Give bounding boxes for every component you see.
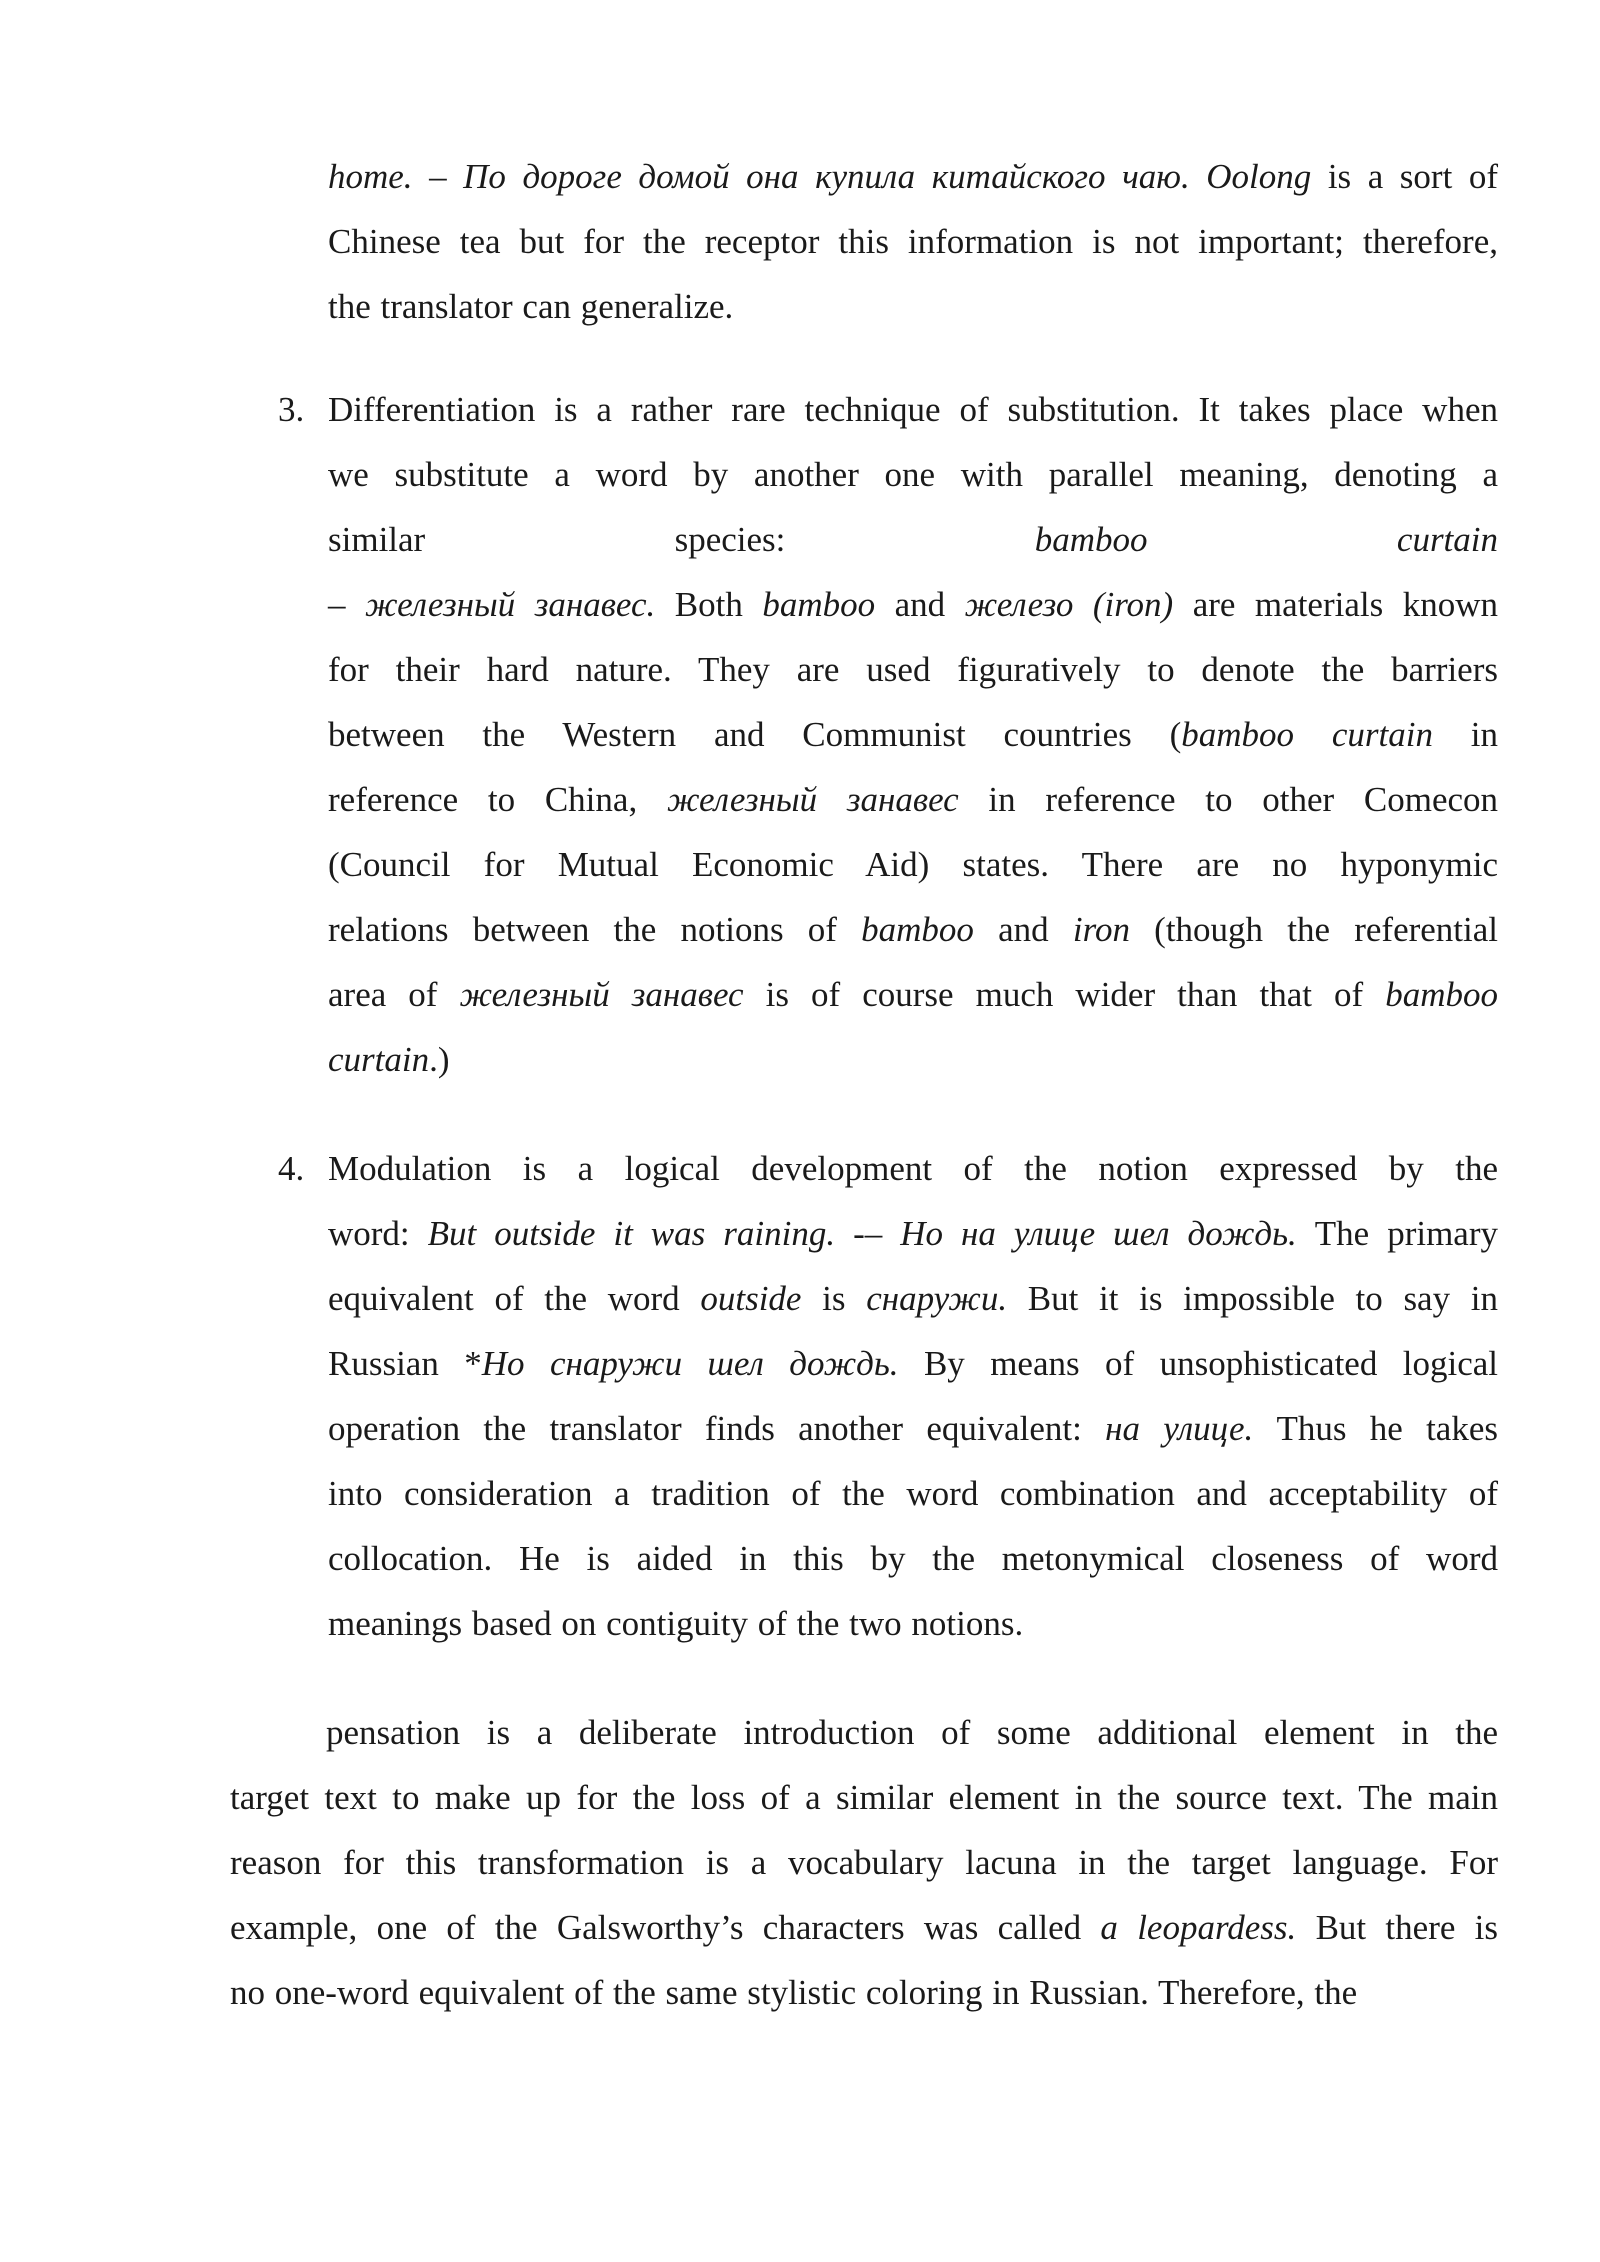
list-number-4: 4.: [278, 1149, 305, 1188]
text-line: [328, 1461, 1498, 1526]
italic-text: железный занавес: [459, 975, 744, 1014]
text-run: is of course much wider than that of: [743, 975, 1386, 1014]
italic-text: But outside it was raining. -– Но на улице шел дождь.: [427, 1214, 1297, 1253]
italic-text: outside: [700, 1279, 802, 1318]
italic-text: a leopardess.: [1100, 1908, 1297, 1947]
text-line: [328, 767, 1498, 832]
text-line: [328, 1526, 1498, 1591]
text-line: [328, 377, 1498, 442]
text-run: By means of unsophisticated logical: [898, 1344, 1498, 1383]
text-run: for their hard nature. They are used figuratively to denote the barriers: [328, 650, 1498, 689]
text-run: (though the referential: [1129, 910, 1498, 949]
text-run: (Council for Mutual Economic Aid) states. There are no hyponymic: [328, 845, 1498, 884]
italic-text: железо (iron): [964, 585, 1174, 624]
text-run: area of: [328, 975, 460, 1014]
text-line: [328, 962, 1498, 1027]
italic-text: bamboo: [762, 585, 876, 624]
text-line: [328, 442, 1498, 507]
italic-text: home. – По дороге домой она купила китайского чаю. Oolong: [328, 157, 1312, 196]
text-run: are materials known: [1173, 585, 1498, 624]
text-run: no one-word equivalent of the same stylistic coloring in Russian. Therefore, the: [230, 1973, 1358, 2012]
text-run: Both: [655, 585, 763, 624]
text-run: in: [1432, 715, 1498, 754]
text-line: [230, 1895, 1498, 1960]
text-run: into consideration a tradition of the word combination and acceptability of: [328, 1474, 1498, 1513]
text-line: [328, 1396, 1498, 1461]
italic-text: iron: [1072, 910, 1130, 949]
text-run: Chinese tea but for the receptor this information is not important; therefore,: [328, 222, 1498, 261]
text-run: Modulation is a logical development of the notion expressed by the: [328, 1149, 1498, 1188]
text-line: [230, 1765, 1498, 1830]
text-run: and: [875, 585, 965, 624]
text-line: [328, 637, 1498, 702]
italic-text: на улице.: [1105, 1409, 1254, 1448]
text-line: [328, 702, 1498, 767]
text-run: Thus he takes: [1253, 1409, 1498, 1448]
text-run: relations between the notions of: [328, 910, 862, 949]
italic-text: bamboo curtain: [1181, 715, 1433, 754]
text-run: pensation is a deliberate introduction of some additional element in the: [326, 1713, 1498, 1752]
text-run: the translator can generalize.: [328, 287, 734, 326]
text-line: [328, 1027, 1498, 1092]
text-run: we substitute a word by another one with parallel meaning, denoting a: [328, 455, 1498, 494]
text-run: example, one of the Galsworthy’s characters was called: [230, 1908, 1101, 1947]
paragraph-compensation: [230, 1700, 1498, 2025]
text-run: collocation. He is aided in this by the metonymical closeness of word: [328, 1539, 1498, 1578]
italic-text: bamboo: [1385, 975, 1498, 1014]
text-run: But it is impossible to say in: [1007, 1279, 1499, 1318]
italic-text: bamboo: [861, 910, 974, 949]
text-run: target text to make up for the loss of a similar element in the source text. The main: [230, 1778, 1498, 1817]
text-line: [328, 832, 1498, 897]
text-line: [230, 1830, 1498, 1895]
text-run: .): [429, 1040, 450, 1079]
text-run: in reference to other Comecon: [958, 780, 1499, 819]
text-line: [328, 1331, 1498, 1396]
text-run: species:: [674, 520, 1035, 559]
list-item-2-continued: [328, 144, 1498, 339]
text-run: and: [973, 910, 1073, 949]
text-run: operation the translator finds another equivalent:: [328, 1409, 1106, 1448]
text-line: [230, 1960, 1498, 2025]
list-item-4-modulation: [328, 1136, 1498, 1656]
italic-text: curtain: [328, 1040, 430, 1079]
italic-text: снаружи.: [866, 1279, 1008, 1318]
text-run: Differentiation is a rather rare technique of substitution. It takes place when: [328, 390, 1498, 429]
text-line: [328, 144, 1498, 209]
text-run: between the Western and Communist countries (: [328, 715, 1182, 754]
text-run: Russian *: [328, 1344, 482, 1383]
list-number-3: 3.: [278, 390, 305, 429]
text-line: [328, 209, 1498, 274]
text-run: But there is: [1296, 1908, 1498, 1947]
text-run: is: [801, 1279, 867, 1318]
text-run: word:: [328, 1214, 428, 1253]
text-line: [328, 572, 1498, 637]
italic-text: Но снаружи шел дождь.: [481, 1344, 899, 1383]
text-line: [328, 274, 1498, 339]
text-line: [328, 1266, 1498, 1331]
list-item-3-differentiation: [328, 377, 1498, 1092]
italic-text: bamboo curtain: [1034, 520, 1499, 559]
text-run: similar: [328, 520, 426, 559]
italic-text: – железный занавес.: [328, 585, 656, 624]
text-line: [328, 1136, 1498, 1201]
text-line: [328, 1591, 1498, 1656]
text-line: [328, 1201, 1498, 1266]
text-line: [230, 1700, 1498, 1765]
italic-text: железный занавес: [666, 780, 959, 819]
text-run: reference to China,: [328, 780, 667, 819]
text-run: equivalent of the word: [328, 1279, 701, 1318]
text-run: reason for this transformation is a vocabulary lacuna in the target language. For: [230, 1843, 1498, 1882]
text-line: [328, 507, 1498, 572]
text-run: meanings based on contiguity of the two notions.: [328, 1604, 1024, 1643]
text-line: [328, 897, 1498, 962]
text-run: is a sort of: [1311, 157, 1498, 196]
text-run: The primary: [1296, 1214, 1498, 1253]
